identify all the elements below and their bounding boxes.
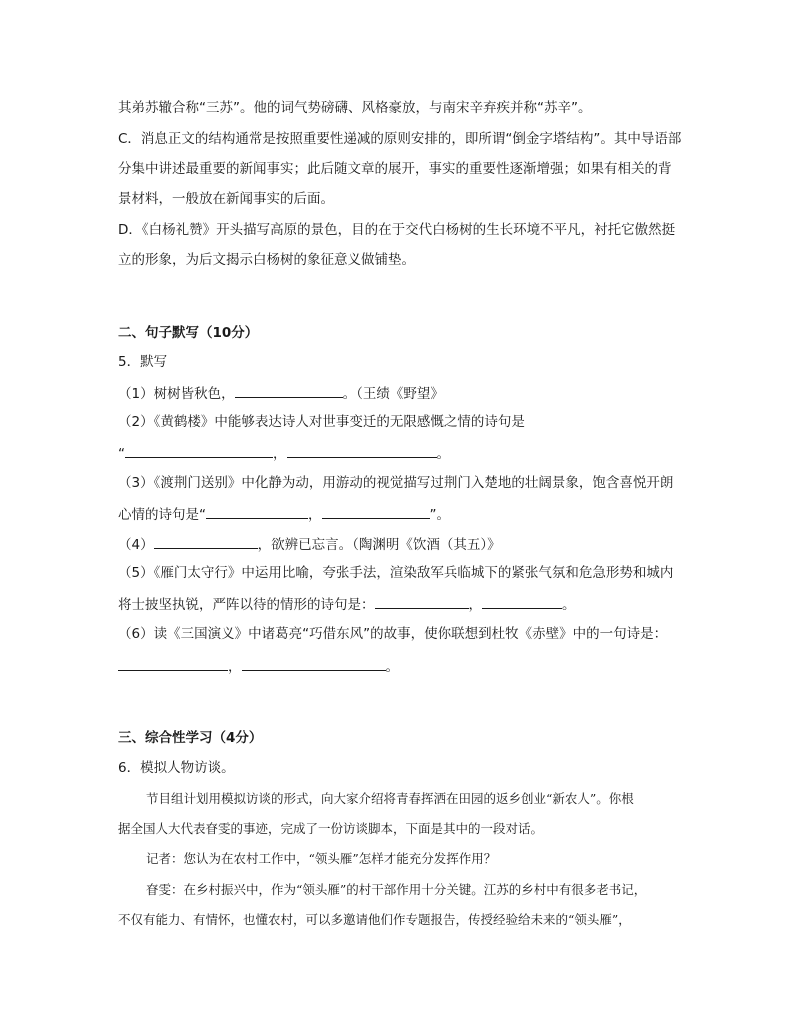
answer-blank[interactable] <box>242 656 386 671</box>
question-text: 。（王绩《野望》 <box>342 386 444 402</box>
passage-line: 据全国人大代表眘雯的事迹，完成了一份访谈脚本，下面是其中的一段对话。 <box>118 821 544 836</box>
question-text: 心情的诗句是“ <box>118 507 206 523</box>
question-title: 5．默写 <box>118 354 168 370</box>
interviewee-answer: 不仅有能力、有情怀，也懂农村，可以多邀请他们作专题报告，传授经验给未来的“领头雁”， <box>118 912 631 927</box>
answer-blank[interactable] <box>125 443 273 458</box>
question-item-2-blanks <box>118 443 450 463</box>
separator: ， <box>308 507 322 523</box>
question-item-3-blanks <box>118 504 450 524</box>
question-text: 将士披坚执锐，严阵以待的情形的诗句是： <box>118 597 375 613</box>
end-mark: ”。 <box>429 507 450 523</box>
question-text: （1）树树皆秋色， <box>118 386 235 402</box>
answer-blank[interactable] <box>375 594 469 609</box>
reporter-question: 记者：您认为在农村工作中，“领头雁”怎样才能充分发挥作用？ <box>146 851 497 866</box>
answer-blank[interactable] <box>482 594 562 609</box>
answer-blank[interactable] <box>154 534 258 549</box>
separator: ， <box>468 597 482 613</box>
option-d-line: 立的形象，为后文揭示白杨树的象征意义做铺垫。 <box>118 252 415 268</box>
answer-blank[interactable] <box>235 383 343 398</box>
question-item-6-blanks <box>118 656 399 676</box>
answer-blank[interactable] <box>118 656 228 671</box>
question-item-3: （3）《渡荆门送别》中化静为动，用游动的视觉描写过荆门入楚地的壮阔景象，饱含喜悦开朗 <box>118 475 674 491</box>
passage-line: 节目组计划用模拟访谈的形式，向大家介绍将青春挥洒在田园的返乡创业“新农人”。你根 <box>146 791 634 806</box>
end-mark: 。 <box>436 446 450 462</box>
question-item-1 <box>118 383 444 403</box>
answer-blank[interactable] <box>322 504 430 519</box>
question-item-5: （5）《雁门太守行》中运用比喻，夸张手法，渲染敌军兵临城下的紧张气氛和危急形势和城内 <box>118 565 674 581</box>
answer-blank[interactable] <box>287 443 437 458</box>
question-text: （4） <box>118 537 154 553</box>
answer-blank[interactable] <box>206 504 308 519</box>
question-item-5-blanks <box>118 594 576 614</box>
end-mark: 。 <box>385 659 399 675</box>
interviewee-answer: 眘雯：在乡村振兴中，作为“领头雁”的村干部作用十分关键。江苏的乡村中有很多老书记， <box>146 882 647 897</box>
option-d-line: D．《白杨礼赞》开头描写高原的景色，目的在于交代白杨树的生长环境不平凡，衬托它傲然挺 <box>118 222 676 238</box>
question-text: ，欲辨已忘言。（陶渊明《饮酒（其五）》 <box>257 537 501 553</box>
question-item-2: （2）《黄鹤楼》中能够表达诗人对世事变迁的无限感慨之情的诗句是 <box>118 414 525 430</box>
question-item-4 <box>118 534 501 554</box>
quote-mark: “ <box>118 446 125 462</box>
end-mark: 。 <box>562 597 576 613</box>
separator: ， <box>228 659 242 675</box>
text-line: 其弟苏辙合称“三苏”。他的词气势磅礴、风格豪放，与南宋辛弃疾并称“苏辛”。 <box>118 100 592 116</box>
question-title: 6．模拟人物访谈。 <box>118 760 235 776</box>
question-item-6: （6）读《三国演义》中诸葛亮“巧借东风”的故事，使你联想到杜牧《赤壁》中的一句诗是： <box>118 626 668 642</box>
option-c-line: 景材料，一般放在新闻事实的后面。 <box>118 191 334 207</box>
section-heading: 三、综合性学习（4分） <box>118 730 263 746</box>
separator: ， <box>273 446 287 462</box>
section-heading: 二、句子默写（10分） <box>118 325 259 341</box>
option-c-line: 分集中讲述最重要的新闻事实；此后随文章的展开，事实的重要性逐渐增强；如果有相关的背 <box>118 161 672 177</box>
option-c-line: C．消息正文的结构通常是按照重要性递减的原则安排的，即所谓“倒金字塔结构”。其中导语部 <box>118 131 682 147</box>
